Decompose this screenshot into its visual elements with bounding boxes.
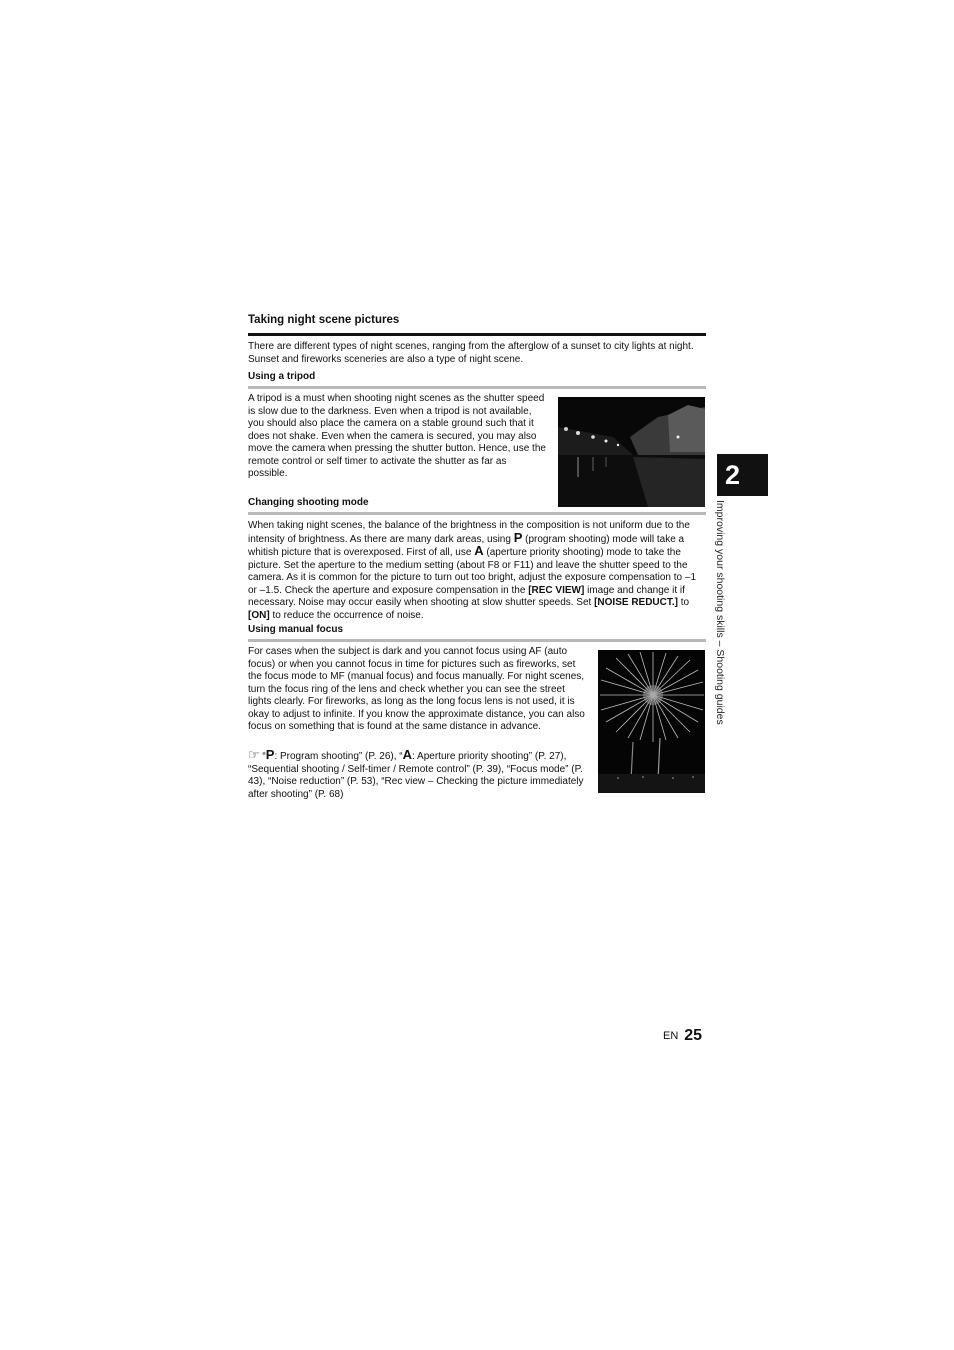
mode-heading: Changing shooting mode	[248, 497, 369, 508]
fireworks-photo	[598, 650, 705, 793]
program-mode-symbol: P	[513, 529, 523, 545]
tripod-rule	[248, 386, 706, 389]
manual-paragraph: For cases when the subject is dark and you cannot focus using AF (auto focus) or when you cannot focus in time for pictures such as fireworks, set the focus mode to MF (manual focus) and focus manually. For night scenes, turn the focus ring of the lens and check whether you can see the street lights clearly. For fireworks, as long as the long focus lens is not used, it is okay to adjust to infinite. If you know the approximate distance, you can also focus on something that is found at the same distance in advance.	[248, 646, 585, 732]
page-footer	[663, 1027, 702, 1045]
title-rule	[248, 333, 706, 336]
intro-paragraph: There are different types of night scenes, ranging from the afterglow of a sunset to city lights at night. Sunset and fireworks sceneries are also a type of night scene.	[248, 341, 694, 365]
manual-rule	[248, 639, 706, 642]
night-canal-photo	[558, 397, 705, 507]
reference-list: ☞ “P: Program shooting” (P. 26), “A: Aperture priority shooting” (P. 27), “Sequential shooting / Self-timer / Remote control” (P. 39), “Focus mode” (P. 43), “Noise reduction” (P. 53), “Rec view – Checking the picture immediately after shooting” (P. 68)	[248, 747, 584, 800]
aperture-mode-symbol: A	[474, 543, 484, 558]
page-number: 25	[684, 1027, 703, 1044]
tripod-heading: Using a tripod	[248, 371, 316, 382]
reference-icon: ☞	[248, 747, 260, 762]
tripod-paragraph: A tripod is a must when shooting night scenes as the shutter speed is slow due to the darkness. Even when a tripod is not available, you should also place the camera on a stable ground such that it does not shake. Even when the camera is secured, you may also move the camera when pressing the shutter button. Hence, use the remote control or self timer to activate the shutter as far as possible.	[248, 393, 546, 479]
mode-paragraph: When taking night scenes, the balance of the brightness in the composition is not uniform due to the intensity of brightness. As there are many dark areas, using P (program shooting) mode will take a whitish picture that is overexposed. First of all, use A (aperture priority shooting) mode to take the picture. Set the aperture to the medium setting (about F8 or F11) and leave the shutter speed to the camera. As it is common for the picture to turn out too bright, adjust the exposure compensation to –1 or –1.5. Check the aperture and exposure compensation in the [REC VIEW] image and change it if necessary. Noise may occur easily when shooting at slow shutter speeds. Set [NOISE REDUCT.] to [ON] to reduce the occurrence of noise.	[248, 520, 697, 621]
mode-rule	[248, 512, 706, 515]
section-title: Taking night scene pictures	[248, 314, 400, 326]
chapter-title-vertical: Improving your shooting skills – Shooting guides	[714, 500, 726, 725]
manual-heading: Using manual focus	[248, 624, 344, 635]
language-label: EN	[663, 1030, 679, 1042]
chapter-tab: 2	[717, 454, 768, 496]
